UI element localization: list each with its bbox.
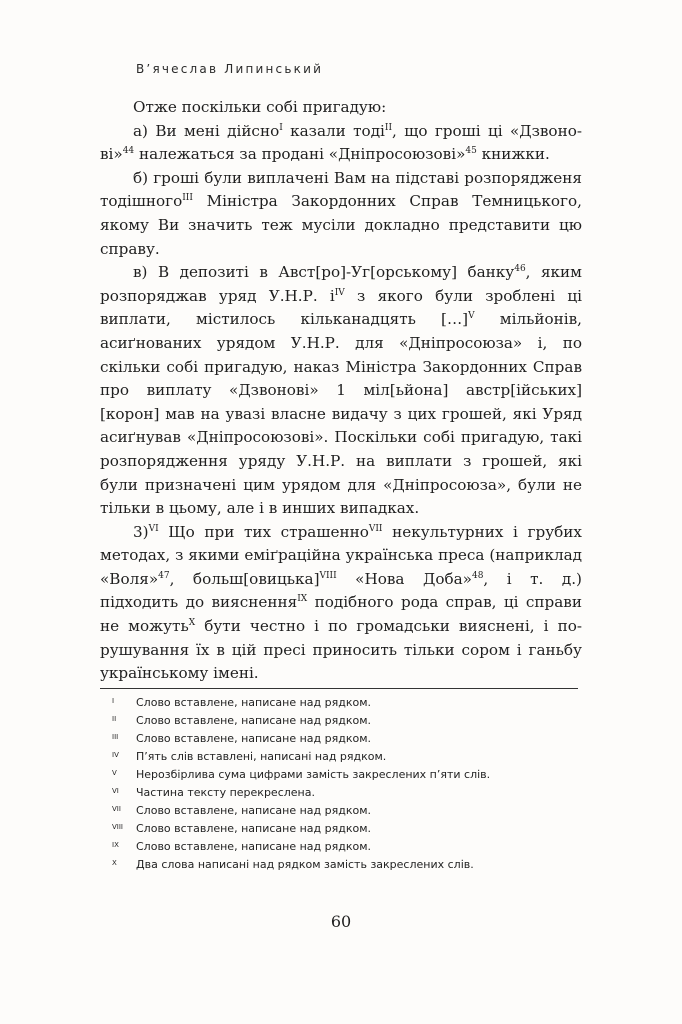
text-run: «Нова Доба» bbox=[336, 569, 472, 588]
text-run: б) гроші були виплачені Вам на підставі розпорядженя тодішного bbox=[100, 168, 582, 211]
paragraph-b bbox=[100, 167, 582, 261]
footnote-ref[interactable]: I bbox=[279, 122, 283, 133]
paragraph-3 bbox=[100, 521, 582, 686]
footnote-text: Слово вставлене, написане над рядком. bbox=[136, 822, 371, 835]
footnote-ref[interactable]: VIII bbox=[319, 570, 337, 581]
footnote-text: Слово вставлене, написане над рядком. bbox=[136, 732, 371, 745]
text-run: Що при тих страшенно bbox=[158, 522, 369, 541]
footnote-mark: VIII bbox=[112, 823, 123, 831]
text-run: в) В депозиті в Авст[ро]-Уг[орському] банку bbox=[133, 263, 515, 282]
text-run: , яким розпоряджав уряд У.Н.Р. і bbox=[100, 263, 582, 305]
text-run: Міністра Закордонних Справ Темницького, якому Ви значить теж мусіли докладно представити цю справу. bbox=[100, 192, 582, 258]
footnote-item bbox=[108, 712, 578, 730]
footnote-item bbox=[108, 748, 578, 766]
running-head: В’ячеслав Липинський bbox=[136, 62, 324, 76]
main-text bbox=[100, 96, 582, 686]
footnote-text: П’ять слів вставлені, написані над рядком. bbox=[136, 750, 387, 763]
footnote-text: Слово вставлене, написане над рядком. bbox=[136, 840, 371, 853]
footnote-mark: X bbox=[112, 859, 117, 867]
footnote-ref[interactable]: IV bbox=[334, 287, 345, 298]
footnote-divider bbox=[100, 688, 578, 689]
endnote-ref[interactable]: 45 bbox=[465, 146, 477, 157]
footnote-text: Два слова написані над рядком замість закреслених слів. bbox=[136, 858, 474, 871]
footnote-item bbox=[108, 784, 578, 802]
text-run: а) Ви мені дійсно bbox=[133, 121, 280, 140]
footnote-text: Слово вставлене, написане над рядком. bbox=[136, 696, 371, 709]
text-run: належаться за продані «Дніпросоюзові» bbox=[134, 145, 466, 164]
footnote-text: Слово вставлене, написане над рядком. bbox=[136, 714, 371, 727]
text-run: , больш[овицька] bbox=[169, 569, 320, 588]
footnote-ref[interactable]: V bbox=[468, 311, 475, 322]
footnote-mark: IV bbox=[112, 751, 119, 759]
footnote-ref[interactable]: II bbox=[384, 122, 393, 133]
footnote-item bbox=[108, 856, 578, 874]
footnote-item bbox=[108, 838, 578, 856]
text-run: , і т. д.) підходить до вияснення bbox=[100, 569, 582, 612]
footnote-text: Нерозбірлива сума цифрами замість закреслених п’яти слів. bbox=[136, 768, 491, 781]
footnote-text: Частина тексту перекреслена. bbox=[136, 786, 315, 799]
footnote-item bbox=[108, 730, 578, 748]
footnote-mark: VII bbox=[112, 805, 121, 813]
text-run: некультурних і грубих методах, з якими еміґраційна українська преса (наприклад «Воля» bbox=[100, 522, 582, 588]
footnote-mark: VI bbox=[112, 787, 119, 795]
text-run: мільйонів, асиґнованих урядом У.Н.Р. для «Дніпросоюза» і, по скільки собі пригадую, наказ Міністра Закордонних Справ про виплату «Дзвонові» 1 міл[ьйона] австр[ійських] [корон] мав на увазі власне видачу з цих грошей, які Уряд асиґнував «Дніпросоюзові». Поскільки собі пригадую, такі розпорядження уряду У.Н.Р. на виплати з грошей, які були призначені цим урядом для «Дніпросоюза», були не тільки в цьому, але і в инших випадках. bbox=[100, 310, 582, 518]
endnote-ref[interactable]: 46 bbox=[514, 264, 526, 275]
page-number: 60 bbox=[330, 912, 352, 931]
text-run: з якого були зроблені ці виплати, містилось кільканадцять […] bbox=[100, 286, 583, 329]
footnote-item bbox=[108, 820, 578, 838]
footnote-item bbox=[108, 802, 578, 820]
footnote-mark: V bbox=[112, 769, 117, 777]
endnote-ref[interactable]: 48 bbox=[471, 570, 484, 581]
footnote-ref[interactable]: III bbox=[182, 193, 193, 204]
footnote-mark: IX bbox=[112, 841, 119, 849]
footnote-mark: III bbox=[112, 733, 119, 741]
footnote-ref[interactable]: IX bbox=[297, 594, 308, 605]
paragraph-intro: Отже поскільки собі пригадую: bbox=[133, 98, 387, 116]
footnote-ref[interactable]: VI bbox=[148, 523, 159, 534]
footnote-text: Слово вставлене, написане над рядком. bbox=[136, 804, 371, 817]
footnote-item bbox=[108, 766, 578, 784]
text-run: книжки. bbox=[476, 145, 550, 164]
paragraph-c bbox=[100, 261, 582, 521]
text-run: казали тоді bbox=[282, 121, 385, 140]
footnote-ref[interactable]: X bbox=[188, 618, 196, 629]
text-run: 3) bbox=[133, 522, 149, 541]
footnote-mark: II bbox=[112, 715, 117, 723]
text-run: бути честно і по громадськи вияснені, і порушування їх в цій пресі приносить тільки сором і ганьбу українському імені. bbox=[100, 617, 582, 683]
text-run: подібного рода справ, ці справи не можуть bbox=[100, 593, 582, 636]
footnotes bbox=[108, 694, 578, 874]
endnote-ref[interactable]: 44 bbox=[122, 146, 135, 157]
endnote-ref[interactable]: 47 bbox=[158, 570, 170, 581]
footnote-item bbox=[108, 694, 578, 712]
paragraph-a bbox=[100, 120, 582, 167]
footnote-mark: I bbox=[112, 697, 115, 705]
footnote-ref[interactable]: VII bbox=[368, 523, 383, 534]
text-run: , що гроші ці «Дзвонові» bbox=[100, 121, 582, 164]
